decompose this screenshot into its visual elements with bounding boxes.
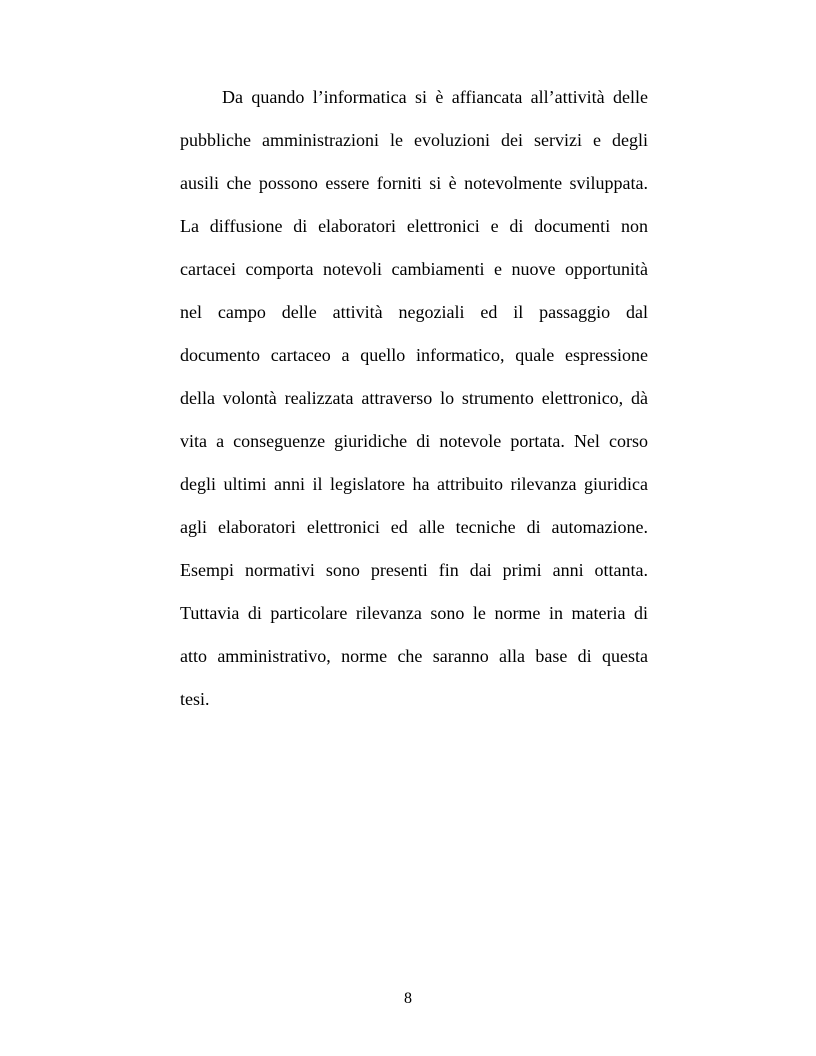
- paragraph-line: agli elaboratori elettronici ed alle tecniche di automazione.: [180, 517, 648, 537]
- page-number: 8: [404, 990, 412, 1007]
- paragraph-line: della volontà realizzata attraverso lo strumento elettronico, dà: [180, 388, 648, 408]
- paragraph-line: Tuttavia di particolare rilevanza sono le norme in materia di: [180, 603, 648, 623]
- paragraph-line: Esempi normativi sono presenti fin dai primi anni ottanta.: [180, 560, 648, 580]
- paragraph-line: degli ultimi anni il legislatore ha attribuito rilevanza giuridica: [180, 474, 648, 494]
- paragraph-line: cartacei comporta notevoli cambiamenti e nuove opportunità: [180, 259, 648, 279]
- paragraph-line: tesi.: [180, 689, 210, 709]
- paragraph-line: atto amministrativo, norme che saranno alla base di questa: [180, 646, 648, 666]
- paragraph-line: Da quando l’informatica si è affiancata all’attività delle: [222, 87, 648, 107]
- paragraph-line: vita a conseguenze giuridiche di notevole portata. Nel corso: [180, 431, 648, 451]
- paragraph-line: ausili che possono essere forniti si è notevolmente sviluppata.: [180, 173, 648, 193]
- paragraph-line: nel campo delle attività negoziali ed il passaggio dal: [180, 302, 648, 322]
- paragraph-line: La diffusione di elaboratori elettronici e di documenti non: [180, 216, 648, 236]
- paragraph-line: documento cartaceo a quello informatico, quale espressione: [180, 345, 648, 365]
- paragraph-line: pubbliche amministrazioni le evoluzioni dei servizi e degli: [180, 130, 648, 150]
